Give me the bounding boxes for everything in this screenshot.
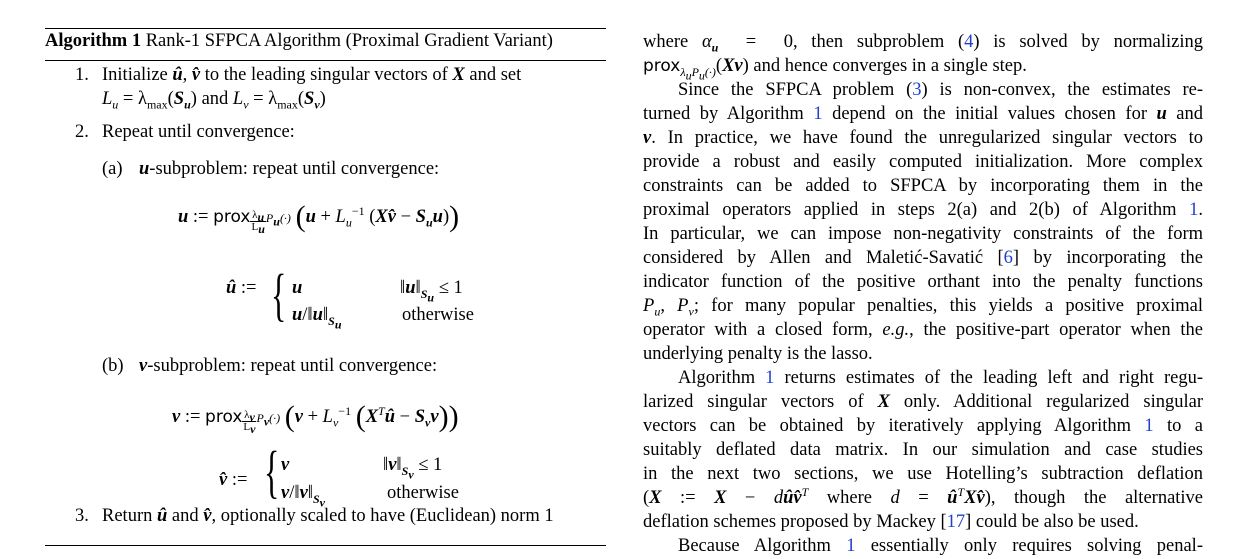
- text-line-15: Algorithm 1 returns estimates of the leading left and right regu-: [678, 368, 1203, 388]
- text-line-2: prox$_{\lambda_uP_u(\cdot)}$(Xv) and hence converges in a single step.: [643, 56, 1027, 83]
- text-line-5: v. In practice, we have found the unregularized singular vectors to: [643, 128, 1203, 148]
- step-2b-text: v-subproblem: repeat until convergence:: [139, 356, 438, 376]
- text-line-16: larized singular vectors of X only. Additional regularized singular: [643, 392, 1203, 412]
- algorithm-bottom-rule: [45, 545, 606, 546]
- step-3-number: 3.: [75, 506, 89, 526]
- step-1-line-1: Initialize û, v̂ to the leading singular vectors of X and set: [102, 65, 522, 85]
- algorithm-caption: [45, 31, 553, 52]
- step-2a-case-1-cond: $‖u‖_{S_u} \le 1$: [400, 278, 463, 305]
- algorithm-label: Algorithm 1: [45, 31, 142, 51]
- step-2b-update-equation: v := prox $\frac{\lambda_v}{L_v}$ $P_v(\cdot) (v + L_v^{-1}$ $(X^Tû - S_vv)$): [172, 400, 459, 437]
- algorithm-header-rule: [45, 60, 606, 61]
- step-2a-case-2-expr: $u/‖u‖_{S_u}$: [292, 305, 342, 332]
- step-2a-text: u-subproblem: repeat until convergence:: [139, 159, 440, 179]
- step-1-line-2: $L_u = \lambda_{max}(S_u)$ and $L_v = \lambda_{max}(S_v)$: [102, 89, 326, 112]
- step-2b-case-1-expr: v: [281, 455, 290, 475]
- text-line-18: suitably deflated data matrix. In our simulation and case studies: [643, 440, 1203, 460]
- algorithm-top-rule: [45, 28, 606, 29]
- text-line-4: turned by Algorithm 1 depend on the initial values chosen for u and: [643, 104, 1203, 124]
- step-2a-update-equation: u := prox $\frac{\lambda_u}{L_u}$ $P_u(\cdot) (u + L_u^{-1}$ (Xv̂ − $S_uu$)): [178, 200, 460, 237]
- text-line-20: (X := X − dûv̂$^T$ where $d = û^TXv̂$), though the alternative: [643, 484, 1204, 508]
- step-2-text: Repeat until convergence:: [102, 122, 295, 142]
- text-line-19: in the next two sections, we use Hotelling’s subtraction deflation: [643, 464, 1203, 484]
- step-2b-case-1-cond: $‖v‖_{S_v} \le 1$: [383, 455, 443, 482]
- step-2b-case-2-expr: $v/‖v‖_{S_v}$: [281, 483, 325, 510]
- step-2a-label: (a): [102, 159, 123, 179]
- step-2b-case-2-cond: otherwise: [387, 483, 459, 503]
- text-line-14: underlying penalty is the lasso.: [643, 344, 873, 364]
- text-line-3: Since the SFPCA problem (3) is non-convex, the estimates re-: [678, 80, 1204, 100]
- step-2-number: 2.: [75, 122, 89, 142]
- text-line-12: $P_u$, $P_v$; for many popular penalties, this yields a positive proximal: [643, 296, 1203, 319]
- text-line-8: proximal operators applied in steps 2(a) and 2(b) of Algorithm 1.: [643, 200, 1203, 220]
- text-line-17: vectors can be obtained by iteratively applying Algorithm 1 to a: [643, 416, 1203, 436]
- text-line-22: Because Algorithm 1 essentially only requires solving penal-: [678, 536, 1203, 556]
- algorithm-title: Rank-1 SFPCA Algorithm (Proximal Gradient Variant): [145, 31, 553, 51]
- text-line-9: In particular, we can impose non-negativity constraints of the form: [643, 224, 1203, 244]
- text-line-1: where $\alpha_u = 0$, then subproblem (4) is solved by normalizing: [643, 32, 1204, 55]
- step-2a-case-2-cond: otherwise: [402, 305, 474, 325]
- step-2b-label: (b): [102, 356, 124, 376]
- text-line-10: considered by Allen and Maletić-Savatić [6] by incorporating the: [643, 248, 1203, 268]
- text-line-6: provide a robust and easily computed initialization. More complex: [643, 152, 1203, 172]
- step-2a-brace: {: [271, 262, 287, 327]
- text-line-7: constraints can be added to SFPCA by incorporating them in the: [643, 176, 1203, 196]
- step-2a-uhat-lhs: û :=: [226, 278, 257, 298]
- step-2a-case-1-expr: u: [292, 278, 303, 298]
- text-line-21: deflation schemes proposed by Mackey [17] could be also be used.: [643, 512, 1139, 532]
- text-line-11: indicator function of the positive orthant into the penalty functions: [643, 272, 1203, 292]
- text-line-13: operator with a closed form, e.g., the positive-part operator when the: [643, 320, 1203, 340]
- step-3-text: Return û and v̂, optionally scaled to have (Euclidean) norm 1: [102, 506, 554, 526]
- step-2b-vhat-lhs: v̂ :=: [219, 470, 248, 490]
- step-1-number: 1.: [75, 65, 89, 85]
- step-2b-brace: {: [264, 439, 280, 504]
